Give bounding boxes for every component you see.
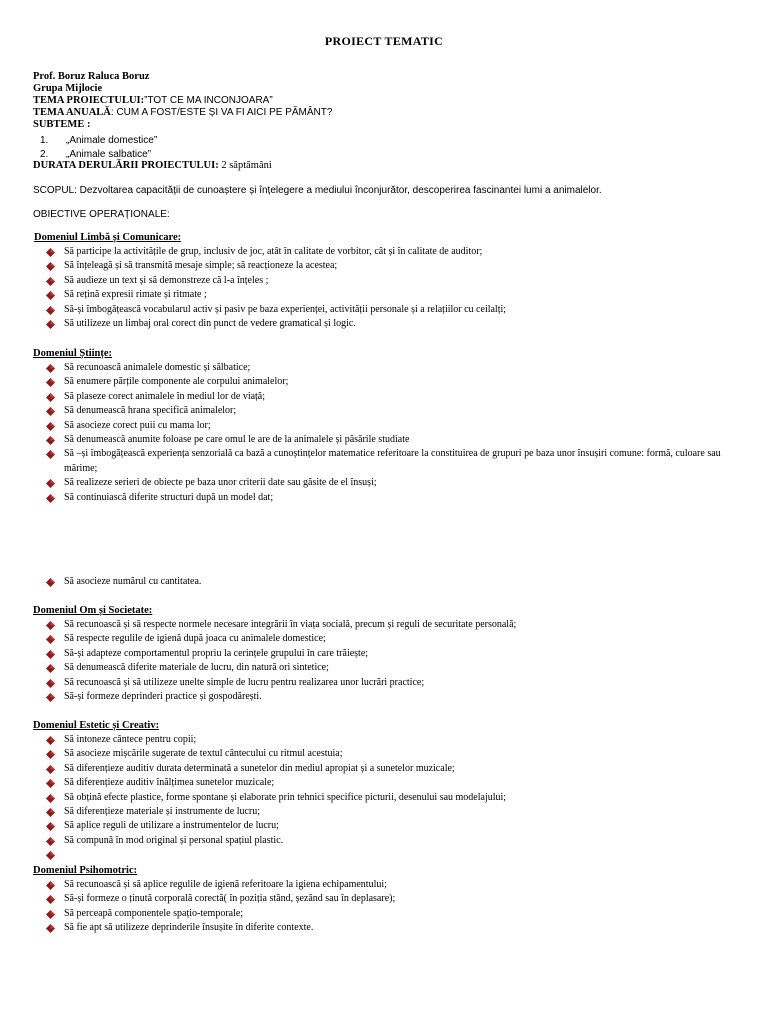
list-item <box>44 676 744 690</box>
objectives-list-science <box>44 361 744 505</box>
list-item <box>44 921 744 935</box>
diamond-bullet-icon <box>46 450 55 459</box>
list-item <box>44 317 744 331</box>
diamond-bullet-icon <box>46 924 55 933</box>
objectives-heading: OBIECTIVE OPERAȚIONALE: <box>33 209 170 220</box>
domain-heading-society: Domeniul Om și Societate: <box>33 605 153 616</box>
objective-text: Să participe la activitățile de grup, inclusiv de joc, atât în calitate de vorbitor, cât și în calitate de auditor; <box>64 246 483 257</box>
list-item <box>44 647 744 661</box>
diamond-bullet-icon <box>46 808 55 817</box>
diamond-bullet-icon <box>46 736 55 745</box>
list-item-empty <box>44 848 744 862</box>
list-item <box>44 690 744 704</box>
list-item <box>44 819 744 833</box>
annual-theme-line <box>33 107 332 119</box>
objectives-list-language <box>44 245 744 331</box>
list-item <box>44 288 744 302</box>
diamond-bullet-icon <box>46 436 55 445</box>
diamond-bullet-icon <box>46 765 55 774</box>
list-item <box>44 259 744 273</box>
list-item <box>44 733 744 747</box>
diamond-bullet-icon <box>46 664 55 673</box>
diamond-bullet-icon <box>46 378 55 387</box>
diamond-bullet-icon <box>46 277 55 286</box>
diamond-bullet-icon <box>46 364 55 373</box>
diamond-bullet-icon <box>46 779 55 788</box>
objective-text: Să perceapă componentele spațio-temporale; <box>64 907 244 919</box>
domain-heading-aesthetic: Domeniul Estetic și Creativ: <box>33 720 160 731</box>
project-theme-value: ”TOT CE MA INCONJOARA” <box>144 95 273 106</box>
diamond-bullet-icon <box>46 693 55 702</box>
diamond-bullet-icon <box>46 635 55 644</box>
diamond-bullet-icon <box>46 393 55 402</box>
objective-text: Să aplice reguli de utilizare a instrumentelor de lucru; <box>64 820 279 832</box>
diamond-bullet-icon <box>46 881 55 890</box>
document-title: PROIECT TEMATIC <box>324 34 444 48</box>
diamond-bullet-icon <box>46 291 55 300</box>
objective-text: Să enumere părțile componente ale corpului animalelor; <box>64 376 289 388</box>
list-item <box>44 476 744 490</box>
list-item <box>44 433 744 447</box>
objective-text: Să fie apt să utilizeze deprinderile însușite în diferite contexte. <box>64 922 314 934</box>
list-item <box>44 303 744 317</box>
objective-text: Să realizeze serieri de obiecte pe baza unor criterii date sau găsite de el însuși; <box>64 477 377 489</box>
diamond-bullet-icon <box>46 822 55 831</box>
objective-text: Să diferențieze materiale și instrumente de lucru; <box>64 806 261 818</box>
list-item <box>44 805 744 819</box>
objective-text: Să denumească hrana specifică animalelor; <box>64 405 237 417</box>
duration-line <box>33 160 272 172</box>
list-item <box>44 375 744 389</box>
annual-theme-value: : CUM A FOST/ESTE ȘI VA FI AICI PE PĂMÂNT? <box>110 107 333 118</box>
list-item <box>44 404 744 418</box>
diamond-bullet-icon <box>46 479 55 488</box>
teacher-name: Prof. Boruz Raluca Boruz <box>33 71 150 82</box>
objective-text: Să utilizeze un limbaj oral corect din punct de vedere gramatical și logic. <box>64 318 356 330</box>
objective-text: Să asocieze mișcările sugerate de textul cântecului cu ritmul acestuia; <box>64 748 343 760</box>
diamond-bullet-icon <box>46 494 55 503</box>
duration-label: DURATA DERULĂRII PROIECTULUI: <box>33 160 219 171</box>
objective-text: Să asocieze numărul cu cantitatea. <box>64 576 202 587</box>
objective-text: Să recunoască și să aplice regulile de igienă referitoare la igiena echipamentului; <box>64 879 387 890</box>
objective-text: Să diferențieze auditiv durata determinată a sunetelor din mediul apropiat și a sunetelor muzicale; <box>64 762 455 774</box>
subthemes-label: SUBTEME : <box>33 119 91 130</box>
diamond-bullet-icon <box>46 650 55 659</box>
group-name: Grupa Mijlocie <box>33 83 103 94</box>
objective-text: Să intoneze cântece pentru copii; <box>64 734 197 745</box>
list-item <box>44 632 744 646</box>
objective-text: Să diferențieze auditiv înălțimea sunetelor muzicale; <box>64 777 275 789</box>
objective-text: Să-și formeze o ținută corporală corectă( în poziția stând, șezând sau în deplasare); <box>64 893 396 905</box>
annual-theme-label: TEMA ANUALĂ <box>33 107 111 118</box>
subtheme-number: 1. <box>40 135 49 146</box>
list-item <box>44 892 744 906</box>
list-item <box>44 419 744 433</box>
domain-heading-psychomotor: Domeniul Psihomotric: <box>33 865 138 876</box>
project-theme-line <box>33 95 273 107</box>
list-item <box>44 491 744 505</box>
objectives-list-science-extra <box>44 575 744 589</box>
domain-heading-language: Domeniul Limbă și Comunicare: <box>34 232 182 243</box>
project-theme-label: TEMA PROIECTULUI: <box>33 95 145 106</box>
objectives-list-aesthetic <box>44 733 744 863</box>
list-item <box>44 361 744 375</box>
list-item <box>44 834 744 848</box>
objective-text: Să rețină expresii rimate și ritmate ; <box>64 289 207 301</box>
objective-text: Să obțină efecte plastice, forme spontane și elaborate prin tehnici specifice picturii, desenului sau modelajului; <box>64 791 507 803</box>
diamond-bullet-icon <box>46 407 55 416</box>
diamond-bullet-icon <box>46 320 55 329</box>
diamond-bullet-icon <box>46 679 55 688</box>
objective-text: Să compună în mod original și personal spațiul plastic. <box>64 834 284 846</box>
subtheme-item: „Animale domestice” <box>66 135 158 146</box>
objective-text: Să audieze un text și să demonstreze că l-a înțeles ; <box>64 274 269 286</box>
diamond-bullet-icon <box>46 248 55 257</box>
objectives-list-society <box>44 618 744 704</box>
objective-text: Să asocieze corect puii cu mama lor; <box>64 419 211 431</box>
diamond-bullet-icon <box>46 750 55 759</box>
objective-text: Să recunoască și să respecte normele necesare integrării în viața socială, precum și reguli de securitate personală; <box>64 619 517 630</box>
project-scope: SCOPUL: Dezvoltarea capacității de cunoaștere și înțelegere a mediului înconjurător, descoperirea fascinantei lumi a animalelor. <box>33 185 602 196</box>
list-item <box>44 618 744 632</box>
list-item <box>44 447 744 476</box>
duration-value: 2 săptămâni <box>218 160 272 171</box>
list-item <box>44 575 744 589</box>
diamond-bullet-icon <box>46 837 55 846</box>
list-item <box>44 245 744 259</box>
objective-text: Să recunoască și să utilizeze unelte simple de lucru pentru realizarea unor lucrări practice; <box>64 676 425 688</box>
diamond-bullet-icon <box>46 422 55 431</box>
objective-text: Să denumească diferite materiale de lucru, din natură ori sintetice; <box>64 662 329 674</box>
subtheme-number: 2. <box>40 149 49 160</box>
list-item <box>44 661 744 675</box>
list-item <box>44 274 744 288</box>
domain-heading-science: Domeniul Științe: <box>33 348 113 359</box>
diamond-bullet-icon <box>46 851 55 860</box>
list-item <box>44 390 744 404</box>
objective-text: Să denumească anumite foloase pe care omul le are de la animalele și păsările studiate <box>64 434 410 446</box>
list-item <box>44 747 744 761</box>
list-item <box>44 776 744 790</box>
list-item <box>44 762 744 776</box>
diamond-bullet-icon <box>46 910 55 919</box>
objective-text: Să-și formeze deprinderi practice și gospodărești. <box>64 691 262 703</box>
list-item <box>44 907 744 921</box>
objectives-list-psychomotor <box>44 878 744 936</box>
objective-text: Să-și adapteze comportamentul propriu la cerințele grupului în care trăiește; <box>64 647 369 659</box>
diamond-bullet-icon <box>46 895 55 904</box>
objective-text: Să –și îmbogățească experiența senzorială ca bază a cunoștințelor matematice referitoare la constituirea de grupuri pe baza unor însușiri comune: formă, culoare sau mărime; <box>64 448 721 474</box>
diamond-bullet-icon <box>46 578 55 587</box>
objective-text: Să-și îmbogățească vocabularul activ și pasiv pe baza experienței, activității personale și a relațiilor cu ceilalți; <box>64 303 507 315</box>
subtheme-item: „Animale salbatice” <box>66 149 152 160</box>
objective-text: Să plaseze corect animalele în mediul lor de viață; <box>64 390 266 402</box>
diamond-bullet-icon <box>46 262 55 271</box>
diamond-bullet-icon <box>46 306 55 315</box>
diamond-bullet-icon <box>46 794 55 803</box>
objective-text: Să înțeleagă și să transmită mesaje simple; să reacționeze la acestea; <box>64 260 338 272</box>
list-item <box>44 791 744 805</box>
objective-text: Să respecte regulile de igienă după joaca cu animalele domestice; <box>64 633 326 645</box>
list-item <box>44 878 744 892</box>
objective-text: Să continuiască diferite structuri după un model dat; <box>64 491 274 503</box>
objective-text: Să recunoască animalele domestic și sălbatice; <box>64 362 251 373</box>
diamond-bullet-icon <box>46 621 55 630</box>
